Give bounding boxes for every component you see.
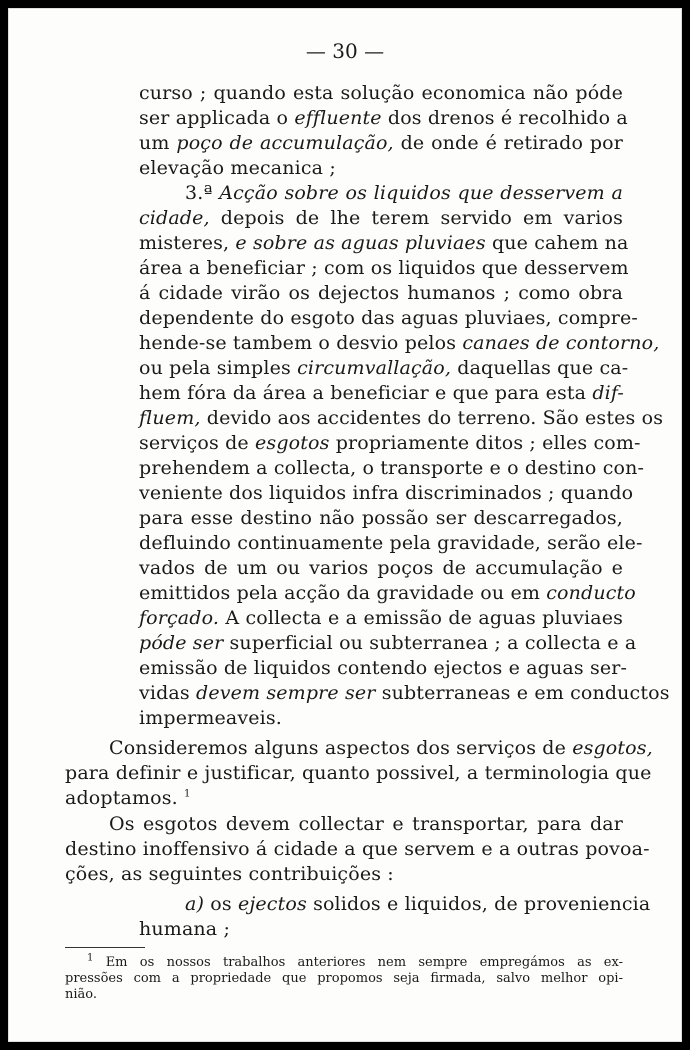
footnote-reference: 1: [184, 788, 191, 800]
text-line: ser applicada o effluente dos drenos é recolhido a: [139, 107, 628, 129]
text-line: forçado. A collecta e a emissão de aguas pluviaes: [139, 607, 623, 629]
text-line: cidade, depois de lhe terem servido em varios: [139, 207, 623, 229]
text-line: ou pela simples circumvallação, daquellas que ca-: [139, 357, 629, 379]
text-line: elevação mecanica ;: [139, 157, 336, 179]
text-line: hem fóra da área a beneficiar e que para esta dif-: [139, 382, 624, 404]
text-line: prehendem a collecta, o transporte e o destino con-: [139, 457, 645, 479]
footnote-line: nião.: [65, 987, 98, 1002]
text-line: veniente dos liquidos infra discriminados ; quando: [139, 482, 634, 504]
footnote-rule: [65, 947, 145, 948]
text-line: Consideremos alguns aspectos dos serviços de esgotos,: [109, 737, 653, 759]
text-line: misteres, e sobre as aguas pluviaes que cahem na: [139, 232, 629, 254]
text-line: adoptamos. $^1$: [65, 787, 191, 809]
text-line: humana ;: [139, 918, 231, 940]
text-line: área a beneficiar ; com os liquidos que desservem: [139, 257, 629, 279]
text-line: destino inoffensivo á cidade a que servem e a outras povoa-: [65, 838, 650, 860]
page-number: — 30 —: [305, 39, 385, 63]
text-line: emittidos pela acção da gravidade ou em conducto: [139, 582, 636, 604]
text-line: fluem, devido aos accidentes do terreno. São estes os: [139, 407, 664, 429]
text-line: hende-se tambem o desvio pelos canaes de contorno,: [139, 332, 660, 354]
footnote-line: $^1$ Em os nossos trabalhos anteriores nem sempre empregámos as ex-: [87, 952, 623, 970]
text-line: um poço de accumulação, de onde é retirado por: [139, 132, 623, 154]
text-line: póde ser superficial ou subterranea ; a collecta e a: [139, 632, 637, 654]
text-line: á cidade virão os dejectos humanos ; como obra: [139, 282, 623, 304]
text-line: para esse destino não possão ser descarregados,: [139, 507, 623, 529]
footnote-marker: 1: [87, 952, 94, 964]
text-line: dependente do esgoto das aguas pluviaes, compre-: [139, 307, 638, 329]
text-line: Os esgotos devem collectar e transportar, para dar: [109, 813, 623, 835]
text-line: a) os ejectos solidos e liquidos, de proveniencia: [185, 893, 651, 915]
text-line: 3.ª Acção sobre os liquidos que desservem a: [185, 182, 623, 204]
text-line: impermeaveis.: [139, 707, 282, 729]
text-line: serviços de esgotos propriamente ditos ; elles com-: [139, 432, 641, 454]
text-line: emissão de liquidos contendo ejectos e aguas ser-: [139, 657, 628, 679]
text-line: vados de um ou varios poços de accumulação e: [139, 557, 623, 579]
book-page: [8, 8, 682, 1042]
footnote-line: pressões com a propriedade que propomos seja firmada, salvo melhor opi-: [65, 971, 623, 986]
text-line: ções, as seguintes contribuições :: [65, 863, 394, 885]
text-line: defluindo continuamente pela gravidade, serão ele-: [139, 532, 643, 554]
text-line: curso ; quando esta solução economica não póde: [139, 82, 623, 104]
text-line: vidas devem sempre ser subterraneas e em conductos: [139, 682, 670, 704]
text-line: para definir e justificar, quanto possivel, a terminologia que: [65, 762, 652, 784]
